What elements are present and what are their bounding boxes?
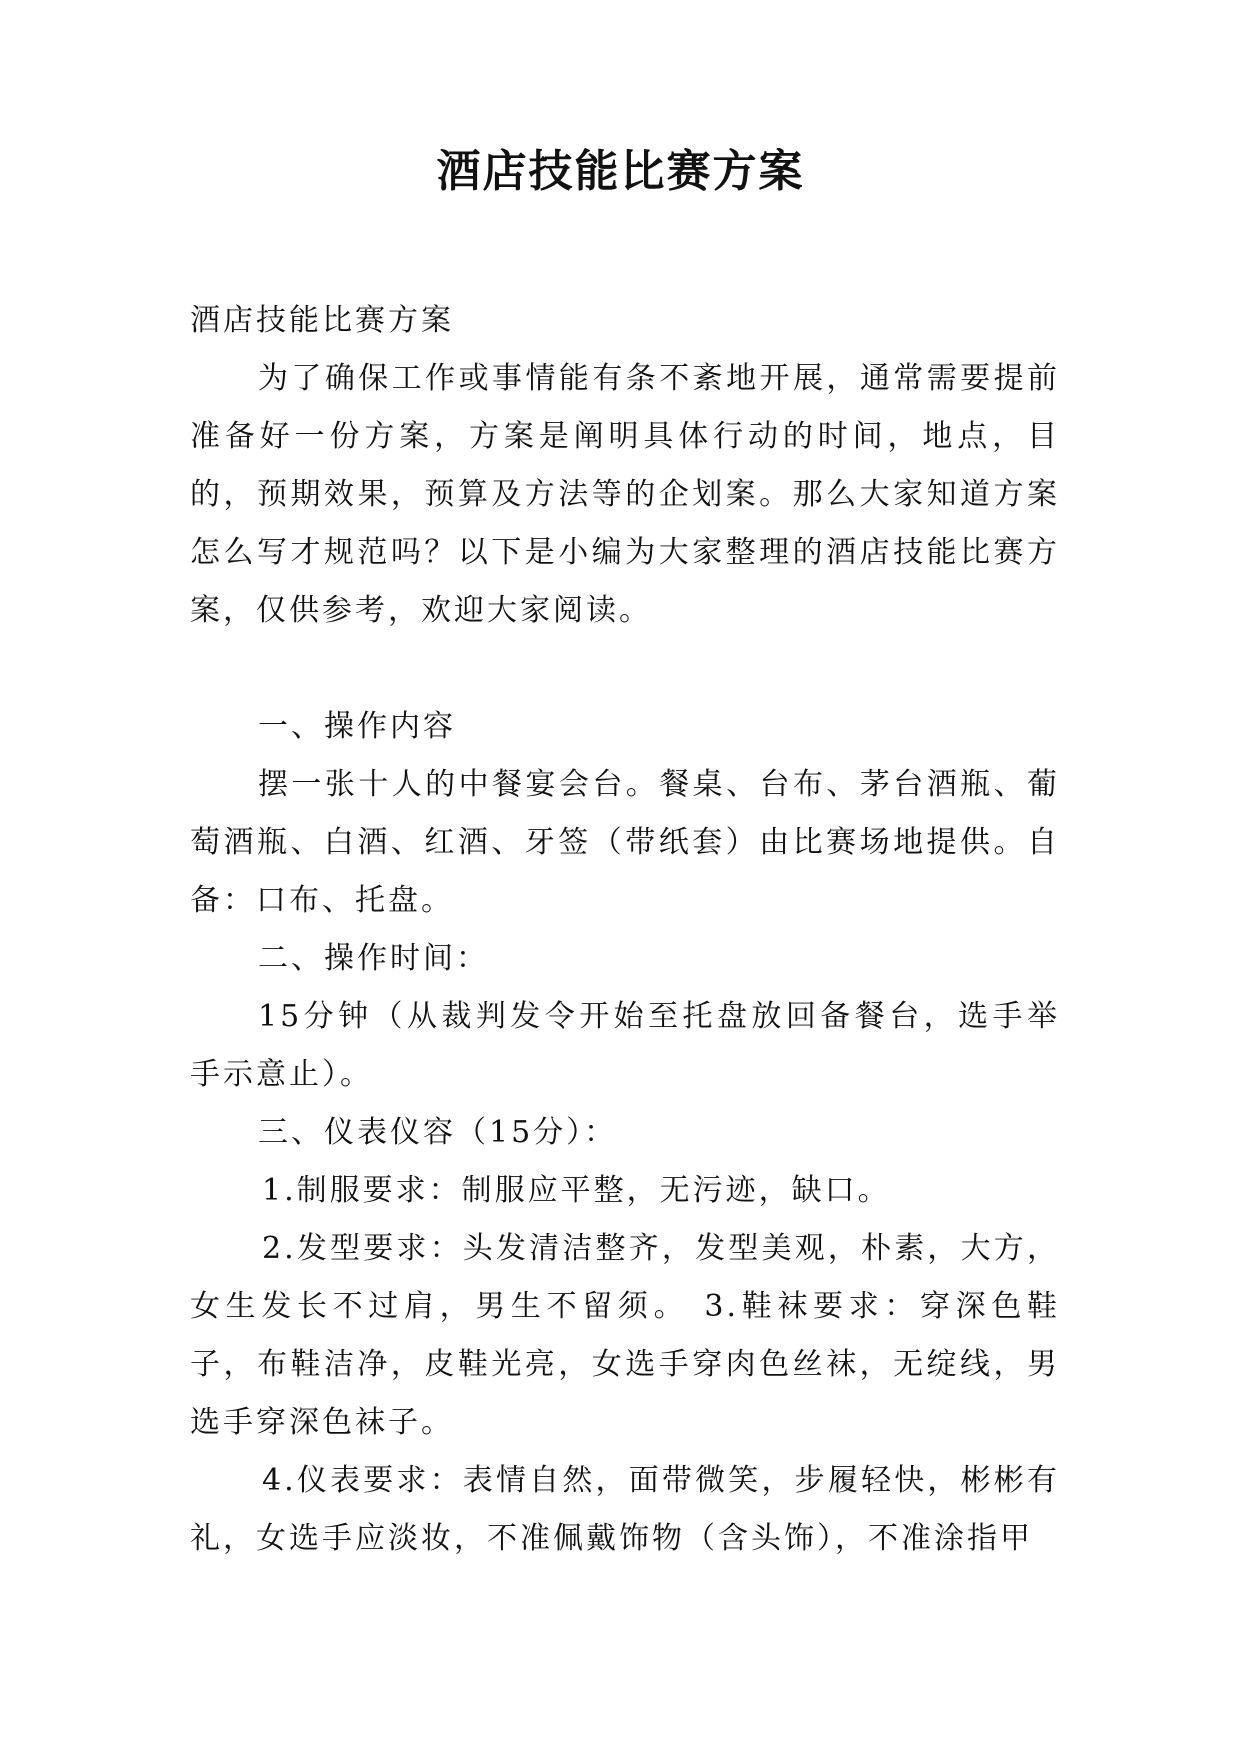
section1-body: 摆一张十人的中餐宴会台。餐桌、台布、茅台酒瓶、葡萄酒瓶、白酒、红酒、牙签（带纸套）由比赛场地提供。自备：口布、托盘。 bbox=[190, 767, 1060, 918]
section3-heading: 三、仪表仪容（15分）： bbox=[258, 1115, 618, 1150]
intro-paragraph: 为了确保工作或事情能有条不紊地开展，通常需要提前准备好一份方案，方案是阐明具体行动的时间，地点，目的，预期效果，预算及方法等的企划案。那么大家知道方案怎么写才规范吗？以下是小编为大家整理的酒店技能比赛方案，仅供参考，欢迎大家阅读。 bbox=[190, 361, 1060, 628]
document-subtitle: 酒店技能比赛方案 bbox=[190, 303, 454, 338]
list-item-hair-shoes: 2.发型要求：头发清洁整齐，发型美观，朴素，大方，女生发长不过肩，男生不留须。 3.鞋袜要求：穿深色鞋子，布鞋洁净，皮鞋光亮，女选手穿肉色丝袜，无绽线，男选手穿深色袜子。 bbox=[190, 1231, 1060, 1440]
list-item-appearance: 4.仪表要求：表情自然，面带微笑，步履轻快，彬彬有礼，女选手应淡妆，不准佩戴饰物（含头饰），不准涂指甲 bbox=[190, 1463, 1060, 1556]
section2-heading: 二、操作时间： bbox=[258, 941, 489, 976]
document-title: 酒店技能比赛方案 bbox=[436, 146, 805, 197]
list-item-uniform: 1.制服要求：制服应平整，无污迹，缺口。 bbox=[262, 1173, 891, 1208]
document-body bbox=[190, 292, 1060, 1568]
section2-body: 15分钟（从裁判发令开始至托盘放回备餐台，选手举手示意止）。 bbox=[190, 999, 1060, 1092]
paragraph-gap bbox=[190, 640, 1060, 698]
section1-heading: 一、操作内容 bbox=[258, 709, 456, 744]
